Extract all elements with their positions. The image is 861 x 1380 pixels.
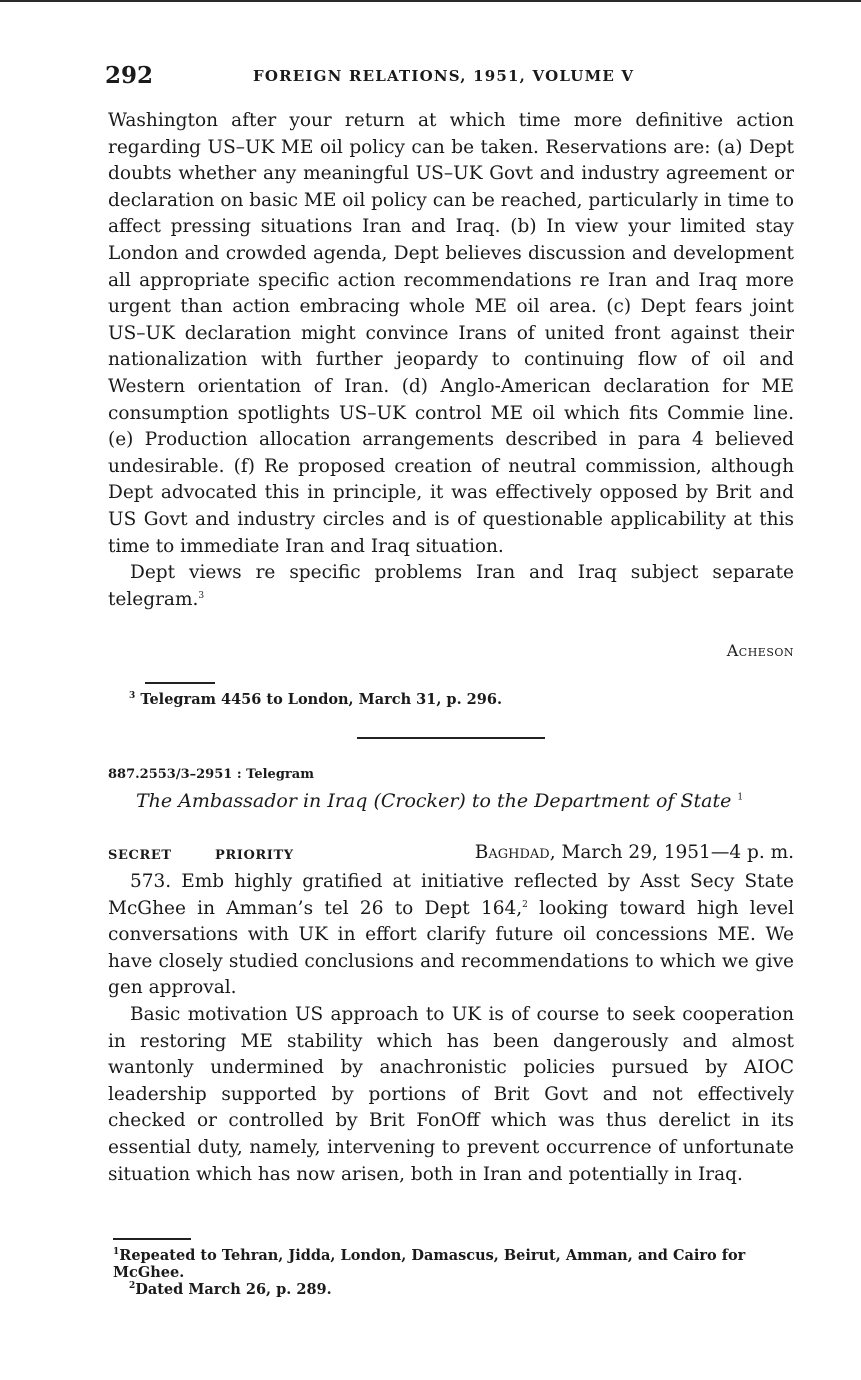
footnote-divider-1: [145, 682, 215, 684]
file-reference: 887.2553/3–2951 : Telegram: [108, 767, 314, 782]
top-edge-rule: [0, 0, 861, 2]
telegram-meta: [108, 842, 794, 870]
second-doc-body: [108, 869, 794, 1188]
footnote-ref-2[interactable]: 2: [522, 899, 528, 910]
second-doc-paragraph-2: Basic motivation US approach to UK is of course to seek cooperation in restoring ME stability which has been dangerously and almost wantonly undermined by anachronistic policies pursued by AIOC leadership supported by portions of Brit Govt and not effectively checked or controlled by Brit FonOff which was thus derelict in its essential duty, namely, intervening to prevent occurrence of unfortunate situation which has now arisen, both in Iran and potentially in Iraq.: [108, 1003, 794, 1185]
dateline: Baghdad, March 29, 1951—4 p. m.: [474, 842, 794, 863]
footnote-divider-2: [113, 1238, 191, 1240]
page-number: 292: [105, 62, 154, 89]
running-head: FOREIGN RELATIONS, 1951, VOLUME V: [253, 67, 635, 85]
footnotes-second-doc: [113, 1247, 797, 1298]
footnote-ref-3[interactable]: 3: [198, 590, 205, 601]
second-doc-paragraph-1: 573. Emb highly gratified at initiative reflected by Asst Secy State McGhee in Amman’s tel 26 to Dept 164,$^2$ looking toward high level conversations with UK in effort clarify future oil concessions ME. We have closely studied conclusions and recommendations to which we give gen approval.: [108, 871, 794, 999]
first-doc-paragraph-1: Washington after your return at which time more definitive action regarding US–UK ME oil policy can be taken. Reservations are: (a) Dept doubts whether any meaningful US–UK Govt and industry agreement or declaration on basic ME oil policy can be reached, particularly in time to affect pressing situations Iran and Iraq. (b) In view your limited stay London and crowded agenda, Dept believes discussion and development all appropriate specific action recommendations re Iran and Iraq more urgent than action embracing whole ME oil area. (c) Dept fears joint US–UK declaration might convince Irans of united front against their nationalization with further jeopardy to continuing flow of oil and Western orientation of Iran. (d) Anglo-American declaration for ME consumption spotlights US–UK control ME oil which fits Commie line. (e) Production allocation arrangements described in para 4 believed undesirable. (f) Re proposed creation of neutral commission, although Dept advocated this in principle, it was effectively opposed by Brit and US Govt and industry circles and is of questionable applicability at this time to immediate Iran and Iraq situation.: [108, 110, 794, 557]
footnote-1: $^1$Repeated to Tehran, Jidda, London, Damascus, Beirut, Amman, and Cairo for McGhee.: [113, 1247, 746, 1281]
footnote-3: $^3$ Telegram 4456 to London, March 31, p. 296.: [129, 691, 502, 708]
first-doc-body: [108, 108, 794, 613]
footnote-ref-1[interactable]: 1: [737, 792, 744, 803]
page-header: [105, 62, 795, 92]
document-title: The Ambassador in Iraq (Crocker) to the Department of State $^1$: [136, 790, 744, 812]
precedence-label: PRIORITY: [215, 848, 294, 863]
footnote-2: $^2$Dated March 26, p. 289.: [129, 1281, 332, 1298]
classification-label: SECRET: [108, 848, 172, 863]
first-doc-paragraph-2: Dept views re specific problems Iran and Iraq subject separate telegram.$^3$: [108, 562, 794, 610]
section-divider: [357, 737, 545, 739]
signature-acheson: Acheson: [726, 641, 794, 660]
